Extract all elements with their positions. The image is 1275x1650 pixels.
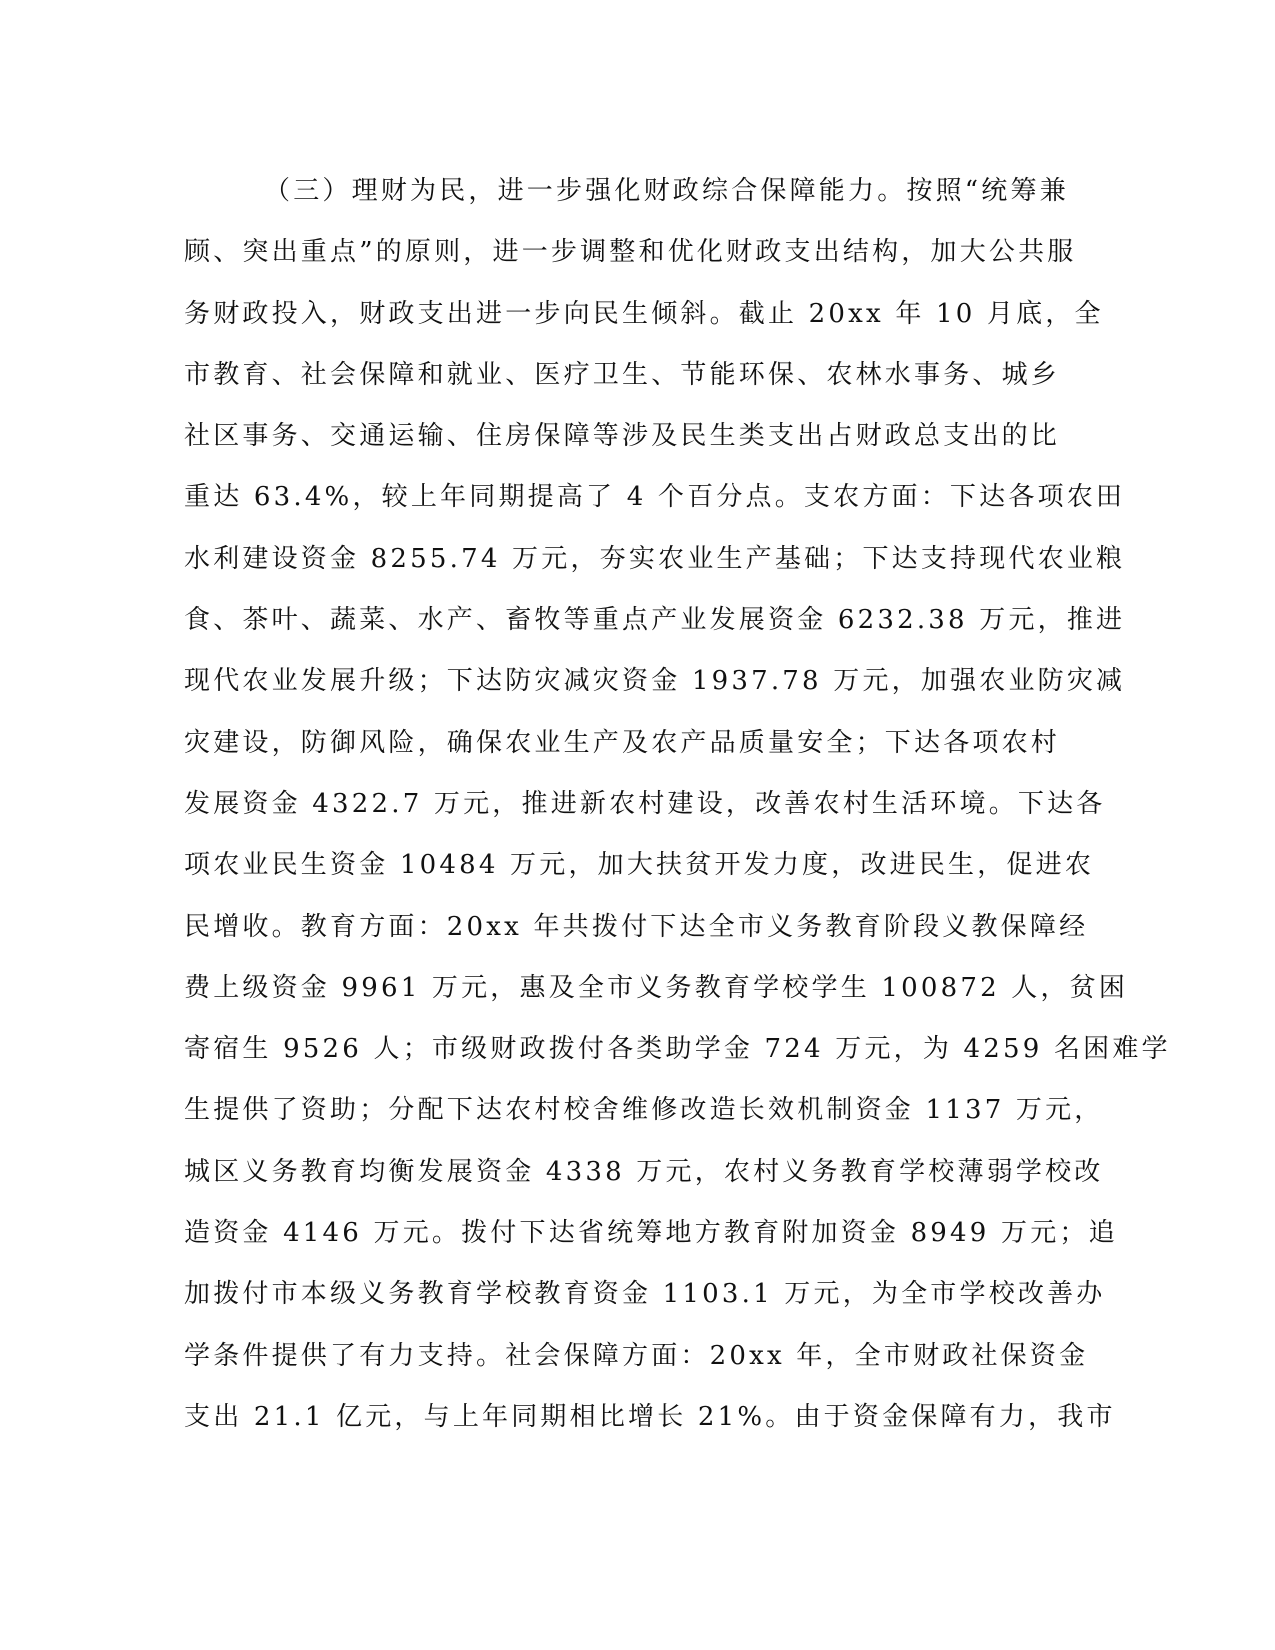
body-paragraph <box>184 161 1171 1448</box>
text-line: 项农业民生资金 10484 万元，加大扶贫开发力度，改进民生，促进农 <box>184 850 1095 881</box>
text-line: 食、茶叶、蔬菜、水产、畜牧等重点产业发展资金 6232.38 万元，推进 <box>184 605 1126 636</box>
text-line: 加拨付市本级义务教育学校教育资金 1103.1 万元，为全市学校改善办 <box>184 1279 1106 1310</box>
text-line: （三）理财为民，进一步强化财政综合保障能力。按照“统筹兼 <box>264 176 1069 206</box>
text-line: 生提供了资助；分配下达农村校舍维修改造长效机制资金 1137 万元， <box>184 1095 1104 1126</box>
text-line: 市教育、社会保障和就业、医疗卫生、节能环保、农林水事务、城乡 <box>184 359 1061 390</box>
text-line: 造资金 4146 万元。拨付下达省统筹地方教育附加资金 8949 万元；追 <box>184 1218 1118 1249</box>
text-line: 社区事务、交通运输、住房保障等涉及民生类支出占财政总支出的比 <box>184 421 1061 452</box>
text-line: 学条件提供了有力支持。社会保障方面：20xx 年，全市财政社保资金 <box>184 1340 1089 1371</box>
text-line: 现代农业发展升级；下达防灾减灾资金 1937.78 万元，加强农业防灾减 <box>184 666 1126 697</box>
text-line: 发展资金 4322.7 万元，推进新农村建设，改善农村生活环境。下达各 <box>184 788 1106 819</box>
text-line: 务财政投入，财政支出进一步向民生倾斜。截止 20xx 年 10 月底，全 <box>184 298 1104 329</box>
text-line: 城区义务教育均衡发展资金 4338 万元，农村义务教育学校薄弱学校改 <box>184 1156 1104 1187</box>
text-line: 水利建设资金 8255.74 万元，夯实农业生产基础；下达支持现代农业粮 <box>184 543 1126 574</box>
text-line: 顾、突出重点”的原则，进一步调整和优化财政支出结构，加大公共服 <box>184 237 1077 268</box>
text-line: 重达 63.4%，较上年同期提高了 4 个百分点。支农方面：下达各项农田 <box>184 482 1126 513</box>
text-line: 民增收。教育方面：20xx 年共拨付下达全市义务教育阶段义教保障经 <box>184 911 1089 942</box>
text-line: 灾建设，防御风险，确保农业生产及农产品质量安全；下达各项农村 <box>184 727 1061 758</box>
text-line: 支出 21.1 亿元，与上年同期相比增长 21%。由于资金保障有力，我市 <box>184 1401 1116 1432</box>
text-line: 寄宿生 9526 人；市级财政拨付各类助学金 724 万元，为 4259 名困难学 <box>184 1034 1171 1065</box>
text-line: 费上级资金 9961 万元，惠及全市义务教育学校学生 100872 人，贫困 <box>184 972 1129 1003</box>
